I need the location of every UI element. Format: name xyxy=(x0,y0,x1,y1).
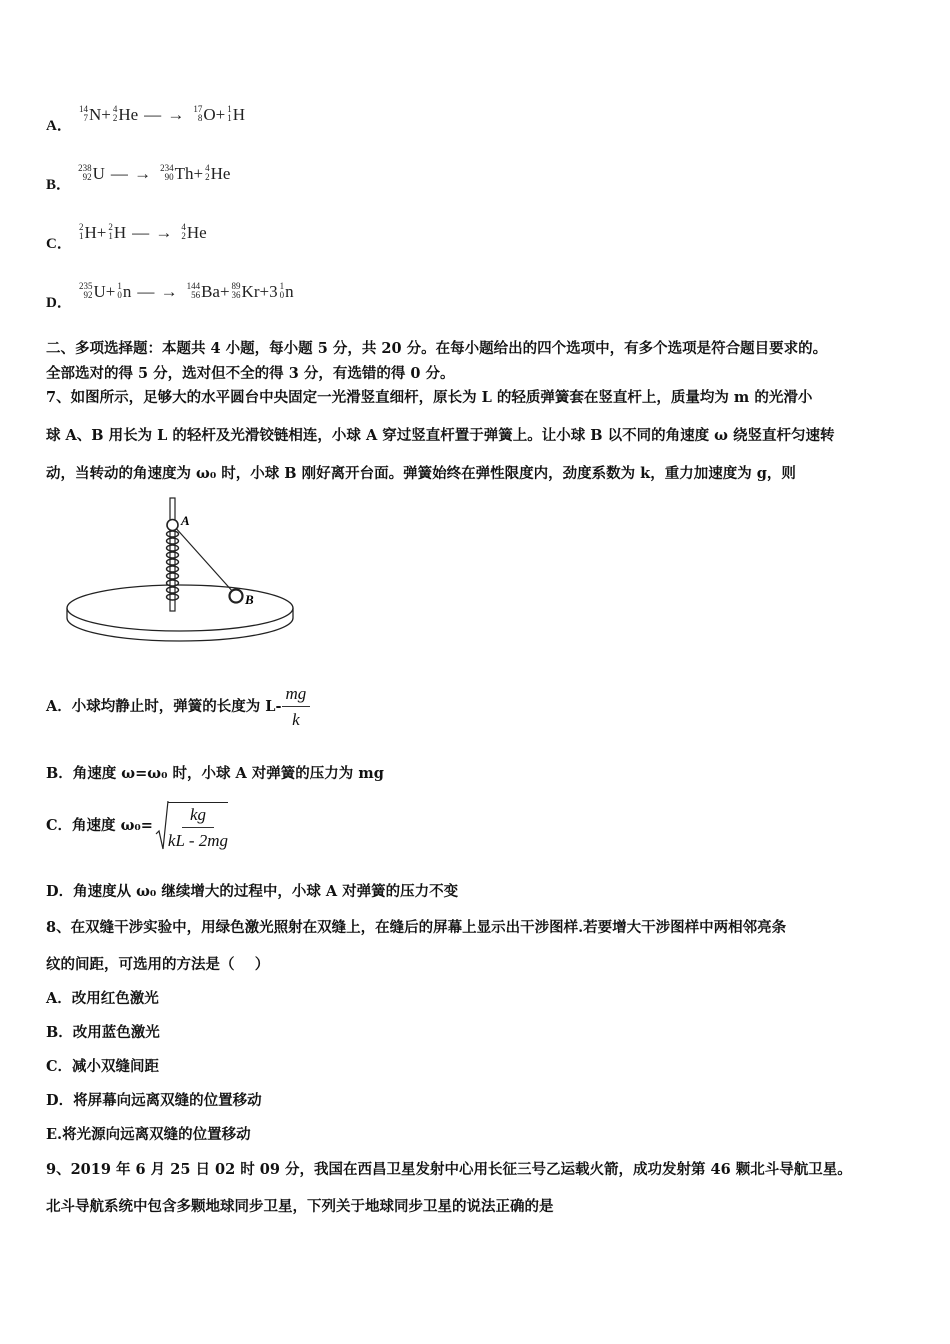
plus-sign: + xyxy=(105,282,116,301)
nuclide xyxy=(187,282,220,302)
nuclide xyxy=(160,164,193,184)
q7-option-d[interactable]: D．角速度从 ω₀ 继续增大的过程中，小球 A 对弹簧的压力不变 xyxy=(46,883,459,900)
q7-stem-line2: 球 A、B 用长为 L 的轻杆及光滑铰链相连，小球 A 穿过竖直杆置于弹簧上。让小球 B 以不同的角速度 ω 绕竖直杆匀速转 xyxy=(46,427,835,444)
option-label: D． xyxy=(46,295,72,311)
reaction-equation xyxy=(76,164,230,183)
nuclide xyxy=(205,164,230,184)
sqrt-fraction xyxy=(168,802,228,851)
q9-stem-line1: 9、2019 年 6 月 25 日 02 时 09 分，我国在西昌卫星发射中心用长征三号乙运载火箭，成功发射第 46 颗北斗导航卫星。 xyxy=(46,1161,852,1178)
denominator: k xyxy=(292,710,300,729)
element-symbol: Ba xyxy=(201,282,220,301)
atomic-number: 2 xyxy=(112,113,118,124)
q8-option-a[interactable]: A．改用红色激光 xyxy=(46,990,159,1007)
mass-number: 144 xyxy=(186,281,201,292)
mass-number: 1 xyxy=(227,104,232,115)
mass-number: 1 xyxy=(117,281,122,292)
reaction-arrow-icon: — → xyxy=(144,105,186,124)
atomic-number: 92 xyxy=(82,172,92,183)
element-symbol: N xyxy=(88,105,102,124)
atomic-number: 92 xyxy=(83,290,93,301)
label-a: A xyxy=(181,513,190,528)
nuclide xyxy=(117,282,131,302)
q8-option-c[interactable]: C．减小双缝间距 xyxy=(46,1058,160,1075)
mass-number: 238 xyxy=(78,163,92,174)
mass-number: 17 xyxy=(193,104,203,115)
disk xyxy=(67,585,293,641)
element-symbol: He xyxy=(186,223,207,242)
option-label: B． xyxy=(46,177,72,193)
ball-a xyxy=(167,520,178,531)
atomic-number: 1 xyxy=(227,113,232,124)
q7-option-c[interactable] xyxy=(46,800,228,852)
atomic-number: 90 xyxy=(164,172,174,183)
q7-option-b[interactable]: B．角速度 ω=ω₀ 时，小球 A 对弹簧的压力为 mg xyxy=(46,765,384,782)
q7-option-a-text: A．小球均静止时，弹簧的长度为 L- xyxy=(46,698,282,715)
mass-number: 235 xyxy=(78,281,93,292)
q8-option-b[interactable]: B．改用蓝色激光 xyxy=(46,1024,160,1041)
nuclide xyxy=(232,282,260,302)
atomic-number: 1 xyxy=(108,231,113,242)
nuclide xyxy=(78,164,105,184)
mass-number: 4 xyxy=(181,222,186,233)
q7-stem-line3: 动，当转动的角速度为 ω₀ 时，小球 B 刚好离开台面。弹簧始终在弹性限度内，劲度系数为 k，重力加速度为 g，则 xyxy=(46,465,796,482)
nuclide xyxy=(193,105,215,125)
element-symbol: O xyxy=(203,105,216,124)
nuclide xyxy=(79,282,106,302)
element-symbol: Th xyxy=(174,164,194,183)
numerator: mg xyxy=(282,684,311,707)
sqrt-sign-icon xyxy=(155,800,169,852)
nuclide xyxy=(227,105,245,125)
element-symbol: Kr xyxy=(241,282,260,301)
rotating-disk-figure xyxy=(60,492,300,642)
section-heading-line2: 全部选对的得 5 分，选对但不全的得 3 分，有选错的得 0 分。 xyxy=(46,365,455,382)
label-b: B xyxy=(245,592,254,607)
q6-option-d[interactable] xyxy=(46,281,294,311)
q6-option-c[interactable] xyxy=(46,222,207,252)
mass-number: 4 xyxy=(205,163,210,174)
plus-sign: + xyxy=(215,105,226,124)
atomic-number: 8 xyxy=(197,113,203,124)
mass-number: 2 xyxy=(108,222,113,233)
plus-sign: + xyxy=(219,282,230,301)
atomic-number: 56 xyxy=(191,290,201,301)
reaction-equation xyxy=(77,282,294,301)
q6-option-b[interactable] xyxy=(46,163,231,193)
mass-number: 14 xyxy=(78,104,88,115)
reaction-arrow-icon: — → xyxy=(132,223,174,242)
element-symbol: H xyxy=(232,105,246,124)
q8-stem-line1: 8、在双缝干涉实验中，用绿色激光照射在双缝上，在缝后的屏幕上显示出干涉图样.若要增大干涉图样中两相邻亮条 xyxy=(46,919,787,936)
reaction-arrow-icon: — → xyxy=(137,282,179,301)
nuclide xyxy=(113,105,138,125)
numerator: kg xyxy=(182,805,214,828)
element-symbol: n xyxy=(285,282,294,301)
atomic-number: 2 xyxy=(181,231,186,242)
denominator: kL - 2mg xyxy=(167,830,229,850)
q7-option-c-text: C．角速度 ω₀= xyxy=(46,817,153,834)
reaction-arrow-icon: — → xyxy=(110,164,153,183)
element-symbol: H xyxy=(113,223,127,242)
nuclide xyxy=(280,282,294,302)
atomic-number: 0 xyxy=(279,290,285,301)
mass-number: 2 xyxy=(78,222,84,233)
atomic-number: 1 xyxy=(78,231,84,242)
element-symbol: He xyxy=(118,105,139,124)
mass-number: 234 xyxy=(160,163,174,174)
nuclide xyxy=(79,223,97,243)
nuclide xyxy=(181,223,206,243)
element-symbol: H xyxy=(84,223,97,242)
q8-stem-line2: 纹的间距，可选用的方法是（ ） xyxy=(46,956,270,973)
section-heading-line1: 二、多项选择题：本题共 4 小题，每小题 5 分，共 20 分。在每小题给出的四个选项中，有多个选项是符合题目要求的。 xyxy=(46,340,828,357)
element-symbol: n xyxy=(122,282,132,301)
plus-sign: + xyxy=(101,105,111,124)
q6-option-a[interactable] xyxy=(46,104,246,134)
mass-number: 89 xyxy=(231,281,241,292)
reaction-equation xyxy=(77,105,245,124)
q7-stem-line1: 7、如图所示，足够大的水平圆台中央固定一光滑竖直细杆，原长为 L 的轻质弹簧套在竖直杆上，质量均为 m 的光滑小 xyxy=(46,389,813,406)
atomic-number: 36 xyxy=(231,290,241,301)
element-symbol: He xyxy=(210,164,231,183)
plus-sign: +3 xyxy=(259,282,278,301)
nuclide xyxy=(108,223,126,243)
plus-sign: + xyxy=(193,164,204,183)
q8-option-d[interactable]: D．将屏幕向远离双缝的位置移动 xyxy=(46,1092,262,1109)
mass-number: 1 xyxy=(279,281,285,292)
atomic-number: 2 xyxy=(205,172,210,183)
q9-stem-line2: 北斗导航系统中包含多颗地球同步卫星，下列关于地球同步卫星的说法正确的是 xyxy=(46,1198,554,1215)
option-label: C． xyxy=(46,236,72,252)
option-label: A． xyxy=(46,118,72,134)
plus-sign: + xyxy=(96,223,107,242)
reaction-equation xyxy=(77,223,207,242)
ball-b xyxy=(230,590,243,603)
q8-option-e[interactable]: E.将光源向远离双缝的位置移动 xyxy=(46,1126,251,1143)
atomic-number: 7 xyxy=(83,113,88,124)
light-rod xyxy=(174,526,234,593)
q7-option-a[interactable] xyxy=(46,684,310,730)
element-symbol: U xyxy=(92,164,105,183)
element-symbol: U xyxy=(93,282,106,301)
fraction-mg-over-k xyxy=(282,684,311,730)
mass-number: 4 xyxy=(112,104,118,115)
atomic-number: 0 xyxy=(117,290,122,301)
nuclide xyxy=(79,105,101,125)
